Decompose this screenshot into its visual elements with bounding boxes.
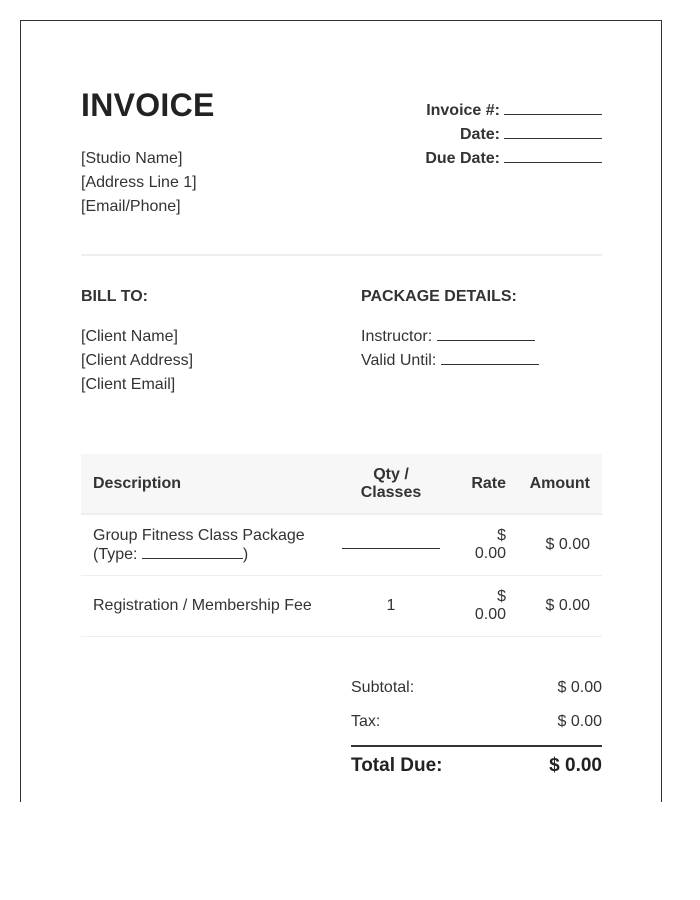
col-description: Description — [93, 474, 182, 492]
studio-name: [Studio Name] — [81, 150, 183, 167]
row-rate-value: 0.00 — [474, 545, 506, 562]
row-rate-symbol: $ — [497, 588, 506, 605]
totals-block — [351, 671, 602, 777]
row-rate-value: 0.00 — [474, 606, 506, 623]
row-qty — [331, 536, 451, 554]
invoice-date-row — [425, 123, 602, 147]
studio-address: [Address Line 1] — [81, 174, 197, 191]
instructor-blank — [437, 325, 535, 341]
row-rate — [451, 527, 506, 563]
subtotal-row — [351, 671, 602, 705]
client-address: [Client Address] — [81, 352, 194, 369]
type-blank — [142, 545, 243, 559]
header-divider — [81, 254, 602, 256]
type-prefix: (Type: — [93, 545, 142, 563]
subtotal-value: $ 0.00 — [557, 679, 602, 696]
invoice-meta — [425, 99, 602, 171]
row-qty: 1 — [386, 597, 396, 614]
tax-label: Tax: — [351, 713, 381, 730]
due-date-blank — [504, 147, 602, 163]
line-items-table — [81, 454, 602, 637]
due-date-row — [425, 147, 602, 171]
package-details-heading: PACKAGE DETAILS: — [361, 288, 517, 305]
valid-until-blank — [441, 349, 539, 365]
table-row — [81, 576, 602, 637]
col-qty — [331, 466, 451, 502]
tax-row — [351, 705, 602, 739]
invoice-number-blank — [504, 99, 602, 115]
col-rate: Rate — [471, 474, 506, 492]
invoice-date-label: Date: — [459, 126, 500, 143]
tax-value: $ 0.00 — [557, 713, 602, 730]
row-description-line2 — [93, 545, 331, 564]
client-email: [Client Email] — [81, 376, 176, 393]
subtotal-label: Subtotal: — [351, 679, 415, 696]
total-due-value: $ 0.00 — [549, 755, 602, 776]
row-description-line1: Group Fitness Class Package — [93, 526, 305, 544]
row-amount: $ 0.00 — [545, 536, 590, 553]
row-description: Registration / Membership Fee — [93, 597, 312, 614]
invoice-date-blank — [504, 123, 602, 139]
valid-until-label: Valid Until: — [361, 352, 437, 369]
total-due-row — [351, 745, 602, 777]
bill-to-heading: BILL TO: — [81, 288, 148, 305]
qty-blank — [342, 539, 440, 549]
table-row — [81, 515, 602, 576]
package-details-block — [361, 325, 539, 373]
row-description — [81, 527, 331, 564]
col-qty-line2: Classes — [360, 483, 422, 501]
invoice-title: INVOICE — [81, 87, 215, 123]
total-due-label: Total Due: — [351, 755, 443, 776]
studio-info — [81, 147, 197, 219]
row-rate-symbol: $ — [497, 527, 506, 544]
bill-to-block — [81, 325, 193, 397]
col-amount: Amount — [529, 474, 590, 492]
row-amount: $ 0.00 — [545, 597, 590, 614]
invoice-sheet — [20, 20, 662, 802]
instructor-row — [361, 325, 539, 349]
invoice-number-row — [425, 99, 602, 123]
instructor-label: Instructor: — [361, 328, 433, 345]
col-qty-line1: Qty / — [373, 465, 409, 483]
table-header — [81, 454, 602, 515]
due-date-label: Due Date: — [425, 150, 500, 167]
type-suffix: ) — [242, 545, 249, 563]
client-name: [Client Name] — [81, 328, 178, 345]
invoice-number-label: Invoice #: — [426, 102, 500, 119]
valid-until-row — [361, 349, 539, 373]
row-rate — [451, 588, 506, 624]
studio-contact: [Email/Phone] — [81, 198, 181, 215]
